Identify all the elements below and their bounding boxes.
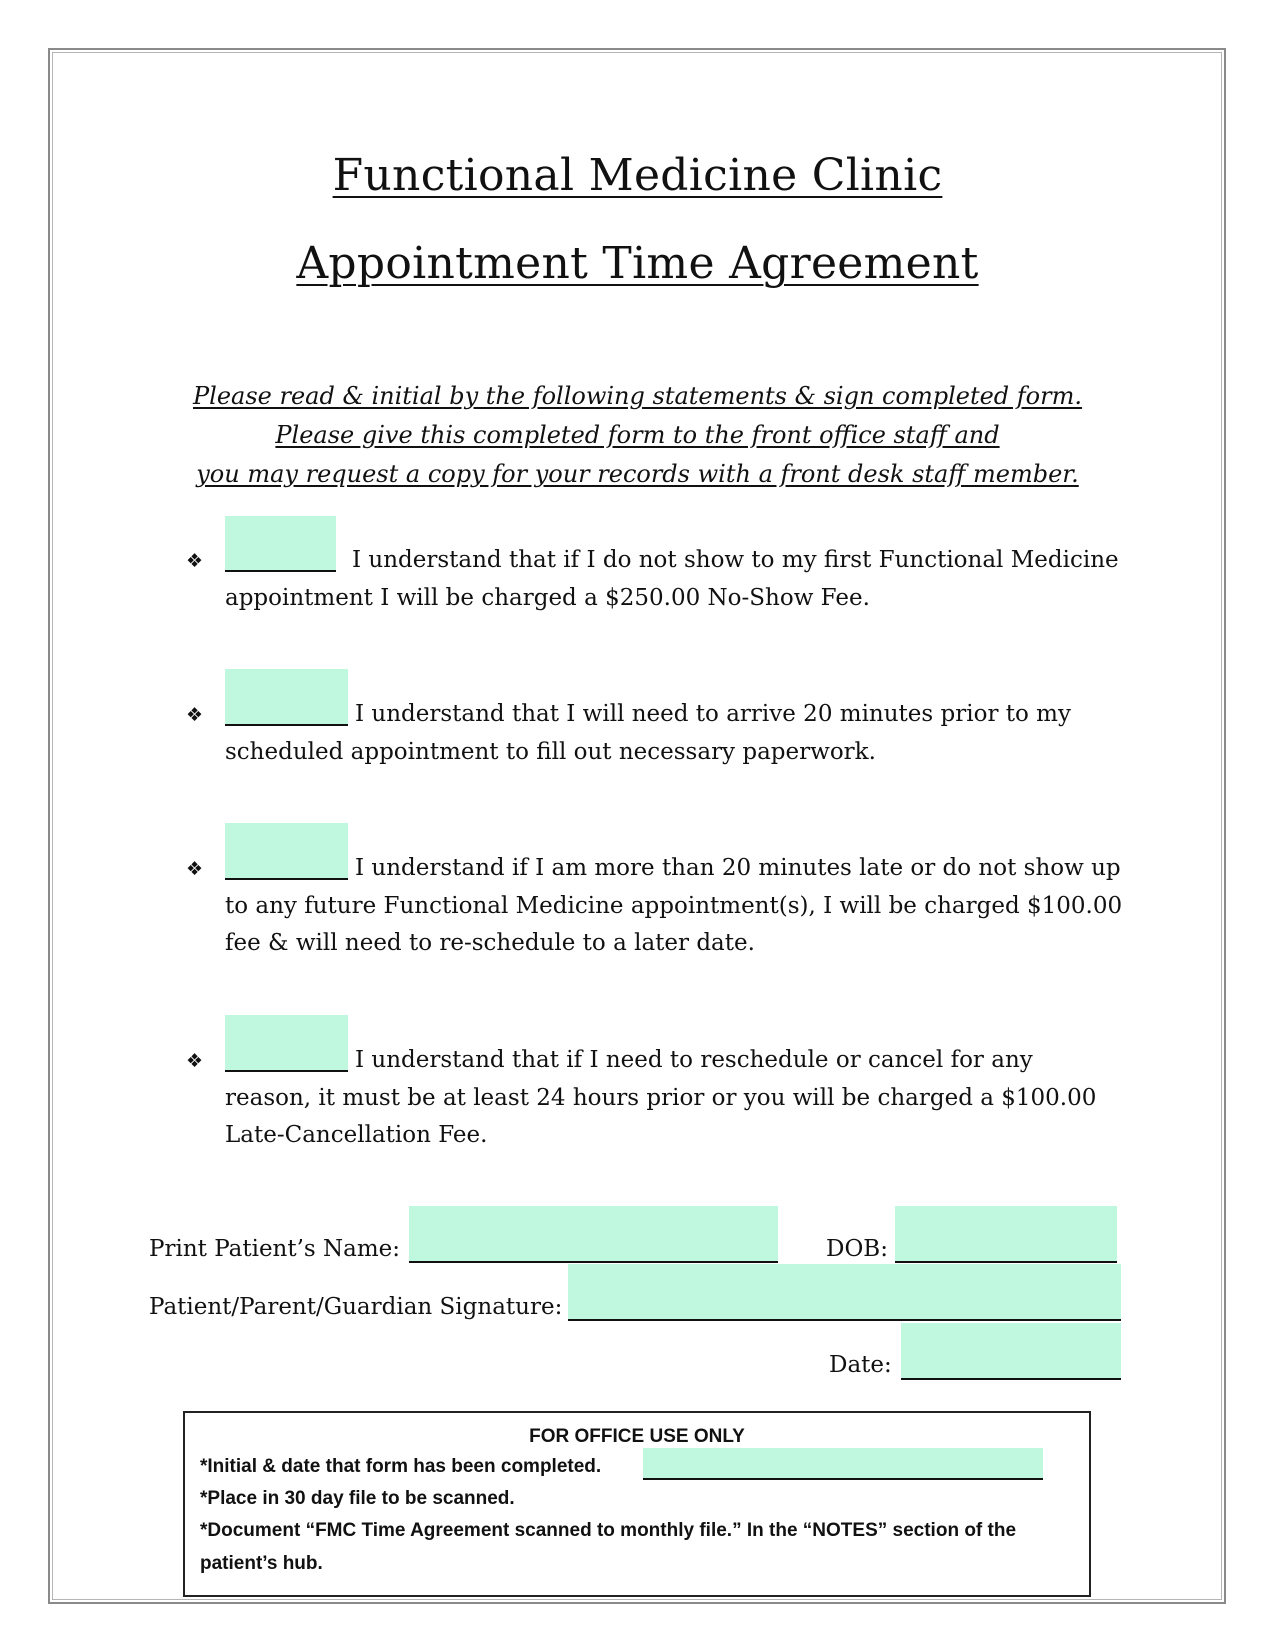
patient-name-field[interactable] (409, 1206, 778, 1263)
signature-field[interactable] (568, 1264, 1121, 1321)
date-label: Date: (829, 1352, 892, 1378)
statement-4-rest: reason, it must be at least 24 hours prior or you will be charged a $100.00 (225, 1084, 1097, 1111)
statement-2-rest: scheduled appointment to fill out necessary paperwork. (225, 738, 876, 765)
patient-name-label: Print Patient’s Name: (149, 1236, 401, 1262)
statement-4-rest2: Late-Cancellation Fee. (225, 1122, 488, 1148)
statement-3-rest: to any future Functional Medicine appointment(s), I will be charged $100.00 (225, 892, 1123, 919)
office-instruction-4: patient’s hub. (200, 1553, 323, 1574)
statement-3-line1: I understand if I am more than 20 minutes late or do not show up (355, 855, 1121, 881)
dob-label: DOB: (826, 1236, 888, 1262)
bullet-diamond-icon: ❖ (186, 858, 204, 880)
date-field[interactable] (901, 1323, 1121, 1380)
statement-4 (225, 1042, 1125, 1155)
signature-label: Patient/Parent/Guardian Signature: (149, 1294, 563, 1320)
instruction-line-2: Please give this completed form to the front office staff and (275, 421, 1000, 449)
office-instruction-1: *Initial & date that form has been completed. (200, 1456, 602, 1477)
bullet-diamond-icon: ❖ (186, 704, 204, 726)
statement-1-line1: I understand that if I do not show to my first Functional Medicine (352, 547, 1119, 573)
statement-4-line1: I understand that if I need to reschedule or cancel for any (355, 1047, 1033, 1073)
statement-1-rest: appointment I will be charged a $250.00 No-Show Fee. (225, 584, 870, 611)
office-instruction-2: *Place in 30 day file to be scanned. (200, 1488, 515, 1509)
office-use-section (183, 1411, 1091, 1597)
statement-2 (225, 696, 1125, 771)
form-subtitle: Appointment Time Agreement (296, 238, 979, 289)
office-initial-date-field[interactable] (643, 1448, 1043, 1480)
bullet-diamond-icon: ❖ (186, 1050, 204, 1072)
instruction-line-1: Please read & initial by the following statements & sign completed form. (193, 382, 1082, 410)
office-use-title: FOR OFFICE USE ONLY (529, 1426, 745, 1447)
statement-3 (225, 850, 1125, 963)
statement-1 (225, 542, 1125, 617)
instruction-line-3: you may request a copy for your records with a front desk staff member. (196, 460, 1079, 488)
office-instruction-3: *Document “FMC Time Agreement scanned to monthly file.” In the “NOTES” section of the (200, 1520, 1017, 1541)
form-title: Functional Medicine Clinic (332, 150, 943, 201)
bullet-diamond-icon: ❖ (186, 550, 204, 572)
statement-2-line1: I understand that I will need to arrive 20 minutes prior to my (355, 701, 1071, 727)
statement-3-rest2: fee & will need to re-schedule to a later date. (225, 930, 755, 956)
dob-field[interactable] (895, 1206, 1117, 1263)
